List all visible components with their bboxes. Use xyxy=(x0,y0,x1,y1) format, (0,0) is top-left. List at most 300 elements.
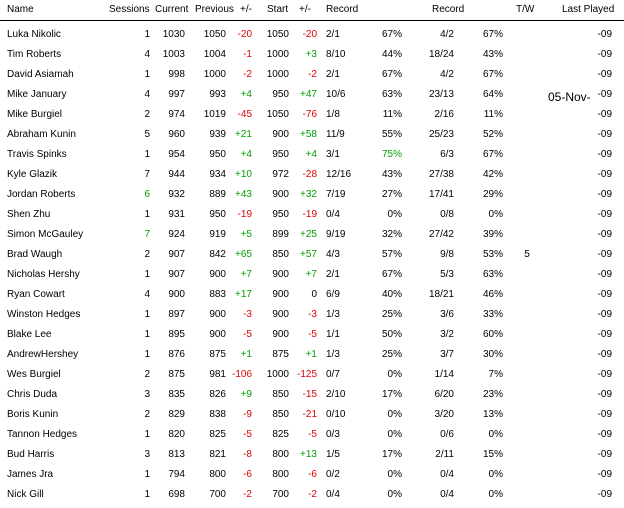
cell-last-played: -09 xyxy=(597,189,612,200)
cell-name: Shen Zhu xyxy=(7,209,51,220)
cell-start: 1000 xyxy=(266,369,289,380)
cell-record: 0/4 xyxy=(326,489,340,500)
cell-last-played: -09 xyxy=(597,109,612,120)
cell-win-pct-total: 63% xyxy=(482,269,503,280)
cell-sessions: 2 xyxy=(144,109,150,120)
cell-current: 932 xyxy=(168,189,185,200)
cell-name: Blake Lee xyxy=(7,329,52,340)
cell-record-total: 4/2 xyxy=(440,29,454,40)
cell-name: Wes Burgiel xyxy=(7,369,61,380)
cell-start: 950 xyxy=(272,209,289,220)
cell-start: 800 xyxy=(272,469,289,480)
cell-win-pct-total: 43% xyxy=(482,49,503,60)
cell-start-change: +7 xyxy=(305,269,317,280)
cell-previous: 1050 xyxy=(203,29,226,40)
cell-name: AndrewHershey xyxy=(7,349,79,360)
cell-win-pct: 17% xyxy=(381,389,402,400)
cell-win-pct: 0% xyxy=(387,469,402,480)
cell-start-change: +47 xyxy=(300,89,317,100)
cell-last-played: -09 xyxy=(597,489,612,500)
cell-win-pct: 0% xyxy=(387,369,402,380)
cell-change: -19 xyxy=(237,209,252,220)
cell-name: Kyle Glazik xyxy=(7,169,58,180)
table-row xyxy=(0,285,624,305)
cell-record: 10/6 xyxy=(326,89,346,100)
cell-win-pct: 67% xyxy=(381,69,402,80)
cell-win-pct: 32% xyxy=(381,229,402,240)
table-row xyxy=(0,125,624,145)
cell-current: 960 xyxy=(168,129,185,140)
cell-start: 900 xyxy=(272,189,289,200)
cell-record: 1/5 xyxy=(326,449,340,460)
table-row xyxy=(0,45,624,65)
cell-start-change: -5 xyxy=(308,329,317,340)
cell-record: 9/19 xyxy=(326,229,346,240)
cell-record-total: 23/13 xyxy=(428,89,454,100)
cell-win-pct: 57% xyxy=(381,249,402,260)
cell-start-change: +3 xyxy=(305,49,317,60)
cell-start-change: -125 xyxy=(296,369,317,380)
cell-record-total: 0/4 xyxy=(440,489,454,500)
cell-start-change: -15 xyxy=(302,389,317,400)
cell-start: 800 xyxy=(272,449,289,460)
cell-name: Tim Roberts xyxy=(7,49,62,60)
overflow-date-cell: 05-Nov- xyxy=(548,90,591,104)
cell-win-pct-total: 7% xyxy=(488,369,503,380)
cell-last-played: -09 xyxy=(597,89,612,100)
cell-change: +9 xyxy=(240,389,252,400)
cell-start-change: -20 xyxy=(302,29,317,40)
cell-start-change: +57 xyxy=(300,249,317,260)
cell-record-total: 0/4 xyxy=(440,469,454,480)
header-row xyxy=(0,0,624,21)
cell-record-total: 27/38 xyxy=(428,169,454,180)
cell-change: -2 xyxy=(243,69,252,80)
cell-current: 974 xyxy=(168,109,185,120)
cell-sessions: 3 xyxy=(144,389,150,400)
table-row xyxy=(0,465,624,485)
cell-current: 794 xyxy=(168,469,185,480)
cell-record-total: 0/6 xyxy=(440,429,454,440)
table-row xyxy=(0,345,624,365)
cell-start: 900 xyxy=(272,269,289,280)
cell-record-total: 2/16 xyxy=(434,109,454,120)
cell-current: 698 xyxy=(168,489,185,500)
cell-win-pct-total: 11% xyxy=(483,109,503,120)
cell-win-pct-total: 67% xyxy=(482,29,503,40)
cell-start-change: -21 xyxy=(302,409,317,420)
cell-sessions: 7 xyxy=(144,229,150,240)
cell-name: Luka Nikolic xyxy=(7,29,61,40)
cell-win-pct: 63% xyxy=(381,89,402,100)
table-row xyxy=(0,105,624,125)
cell-change: +21 xyxy=(235,129,252,140)
cell-start: 875 xyxy=(272,349,289,360)
cell-win-pct-total: 67% xyxy=(482,69,503,80)
cell-previous: 900 xyxy=(209,269,226,280)
cell-name: Abraham Kunin xyxy=(7,129,76,140)
cell-start: 899 xyxy=(272,229,289,240)
cell-win-pct: 0% xyxy=(387,409,402,420)
cell-record: 1/1 xyxy=(326,329,340,340)
cell-win-pct: 67% xyxy=(381,269,402,280)
cell-record-total: 6/20 xyxy=(434,389,454,400)
cell-start: 900 xyxy=(272,309,289,320)
table-row xyxy=(0,425,624,445)
cell-current: 897 xyxy=(168,309,185,320)
table-row xyxy=(0,405,624,425)
cell-name: David Asiamah xyxy=(7,69,74,80)
cell-record: 0/10 xyxy=(326,409,346,420)
table-row xyxy=(0,245,624,265)
cell-last-played: -09 xyxy=(597,149,612,160)
cell-sessions: 2 xyxy=(144,409,150,420)
cell-previous: 900 xyxy=(209,329,226,340)
header-sessions: Sessions xyxy=(109,4,150,15)
cell-record: 8/10 xyxy=(326,49,346,60)
table-row xyxy=(0,225,624,245)
cell-change: -8 xyxy=(243,449,252,460)
table-row xyxy=(0,325,624,345)
cell-start: 850 xyxy=(272,389,289,400)
cell-current: 907 xyxy=(168,269,185,280)
cell-start: 700 xyxy=(272,489,289,500)
cell-start-change: 0 xyxy=(311,289,317,300)
cell-current: 895 xyxy=(168,329,185,340)
cell-change: +5 xyxy=(240,229,252,240)
header-change: +/- xyxy=(240,4,252,15)
cell-change: +43 xyxy=(235,189,252,200)
cell-win-pct: 43% xyxy=(381,169,402,180)
cell-previous: 875 xyxy=(209,349,226,360)
cell-win-pct: 55% xyxy=(381,129,402,140)
cell-start: 950 xyxy=(272,149,289,160)
cell-win-pct: 25% xyxy=(381,349,402,360)
cell-sessions: 1 xyxy=(144,209,150,220)
cell-sessions: 1 xyxy=(144,69,150,80)
cell-previous: 826 xyxy=(209,389,226,400)
cell-name: Simon McGauley xyxy=(7,229,84,240)
cell-start: 950 xyxy=(272,89,289,100)
cell-win-pct: 50% xyxy=(381,329,402,340)
cell-current: 924 xyxy=(168,229,185,240)
table-row xyxy=(0,145,624,165)
cell-record: 0/3 xyxy=(326,429,340,440)
cell-record: 2/10 xyxy=(326,389,346,400)
cell-sessions: 4 xyxy=(144,49,150,60)
cell-previous: 900 xyxy=(209,309,226,320)
cell-current: 998 xyxy=(168,69,185,80)
cell-name: Brad Waugh xyxy=(7,249,63,260)
cell-record-total: 27/42 xyxy=(428,229,454,240)
cell-last-played: -09 xyxy=(597,269,612,280)
cell-record-total: 9/8 xyxy=(440,249,454,260)
cell-record: 2/1 xyxy=(326,29,340,40)
cell-win-pct: 40% xyxy=(381,289,402,300)
cell-last-played: -09 xyxy=(597,429,612,440)
header-last-played: Last Played xyxy=(562,4,615,15)
cell-change: -45 xyxy=(237,109,252,120)
cell-record-total: 6/3 xyxy=(440,149,454,160)
cell-current: 1030 xyxy=(162,29,185,40)
cell-record-total: 2/11 xyxy=(435,449,454,460)
cell-sessions: 1 xyxy=(144,269,150,280)
cell-sessions: 4 xyxy=(144,89,150,100)
cell-record-total: 3/6 xyxy=(440,309,454,320)
cell-win-pct-total: 33% xyxy=(482,309,503,320)
cell-sessions: 1 xyxy=(144,349,150,360)
cell-change: +1 xyxy=(240,349,252,360)
cell-record-total: 3/7 xyxy=(440,349,454,360)
cell-current: 997 xyxy=(168,89,185,100)
table-row xyxy=(0,165,624,185)
cell-win-pct-total: 23% xyxy=(482,389,503,400)
cell-last-played: -09 xyxy=(597,369,612,380)
cell-record: 1/8 xyxy=(326,109,340,120)
cell-sessions: 1 xyxy=(144,149,150,160)
cell-last-played: -09 xyxy=(597,29,612,40)
cell-record-total: 3/20 xyxy=(434,409,454,420)
cell-record: 0/2 xyxy=(326,469,340,480)
cell-start-change: +32 xyxy=(300,189,317,200)
cell-record: 3/1 xyxy=(326,149,340,160)
cell-sessions: 2 xyxy=(144,249,150,260)
cell-win-pct-total: 42% xyxy=(482,169,503,180)
cell-win-pct-total: 64% xyxy=(482,89,503,100)
cell-record: 1/3 xyxy=(326,309,340,320)
cell-change: -106 xyxy=(231,369,252,380)
cell-change: +10 xyxy=(235,169,252,180)
cell-start-change: -5 xyxy=(308,429,317,440)
cell-win-pct: 0% xyxy=(387,489,402,500)
header-start-change: +/- xyxy=(299,4,311,15)
cell-start: 900 xyxy=(272,289,289,300)
cell-win-pct-total: 29% xyxy=(482,189,503,200)
table-row xyxy=(0,265,624,285)
cell-name: Nick Gill xyxy=(7,489,44,500)
cell-previous: 1000 xyxy=(203,69,226,80)
cell-current: 900 xyxy=(168,289,185,300)
cell-sessions: 5 xyxy=(144,129,150,140)
cell-record-total: 1/14 xyxy=(434,369,454,380)
cell-win-pct: 11% xyxy=(382,109,402,120)
cell-record-total: 25/23 xyxy=(428,129,454,140)
cell-win-pct: 25% xyxy=(381,309,402,320)
cell-change: -2 xyxy=(243,489,252,500)
cell-last-played: -09 xyxy=(597,49,612,60)
table-row xyxy=(0,365,624,385)
cell-change: -5 xyxy=(243,329,252,340)
header-record-total: Record xyxy=(432,4,465,15)
cell-change: -9 xyxy=(243,409,252,420)
cell-win-pct: 0% xyxy=(387,209,402,220)
table-row xyxy=(0,305,624,325)
cell-record: 12/16 xyxy=(326,169,352,180)
cell-start-change: -3 xyxy=(308,309,317,320)
header-current: Current xyxy=(155,4,189,15)
cell-last-played: -09 xyxy=(597,229,612,240)
cell-previous: 800 xyxy=(209,469,226,480)
cell-previous: 883 xyxy=(209,289,226,300)
cell-current: 1003 xyxy=(162,49,185,60)
cell-win-pct: 0% xyxy=(387,429,402,440)
cell-sessions: 1 xyxy=(144,429,150,440)
cell-record-total: 4/2 xyxy=(440,69,454,80)
cell-record-total: 17/41 xyxy=(428,189,454,200)
cell-win-pct-total: 15% xyxy=(482,449,503,460)
cell-start: 1050 xyxy=(266,29,289,40)
cell-previous: 981 xyxy=(209,369,226,380)
cell-previous: 821 xyxy=(209,449,226,460)
cell-start-change: -6 xyxy=(308,469,317,480)
cell-win-pct: 67% xyxy=(381,29,402,40)
cell-sessions: 1 xyxy=(144,489,150,500)
cell-previous: 825 xyxy=(209,429,226,440)
cell-previous: 950 xyxy=(209,149,226,160)
cell-name: Mike January xyxy=(7,89,67,100)
table-row xyxy=(0,385,624,405)
cell-sessions: 1 xyxy=(144,309,150,320)
cell-start-change: -28 xyxy=(302,169,317,180)
cell-previous: 1004 xyxy=(203,49,226,60)
cell-sessions: 1 xyxy=(144,469,150,480)
cell-start-change: +1 xyxy=(305,349,317,360)
cell-win-pct-total: 0% xyxy=(488,489,503,500)
cell-start: 850 xyxy=(272,249,289,260)
cell-last-played: -09 xyxy=(597,449,612,460)
cell-sessions: 3 xyxy=(144,449,150,460)
cell-last-played: -09 xyxy=(597,169,612,180)
cell-name: Travis Spinks xyxy=(7,149,67,160)
header-previous: Previous xyxy=(195,4,234,15)
cell-start-change: +58 xyxy=(300,129,317,140)
cell-name: Jordan Roberts xyxy=(7,189,76,200)
cell-win-pct-total: 46% xyxy=(482,289,503,300)
cell-tw: 5 xyxy=(524,249,530,260)
cell-start: 1050 xyxy=(266,109,289,120)
cell-previous: 939 xyxy=(209,129,226,140)
cell-start: 900 xyxy=(272,329,289,340)
cell-change: +4 xyxy=(240,149,252,160)
cell-previous: 950 xyxy=(209,209,226,220)
cell-name: Tannon Hedges xyxy=(7,429,78,440)
cell-start: 825 xyxy=(272,429,289,440)
cell-last-played: -09 xyxy=(597,469,612,480)
cell-change: -6 xyxy=(243,469,252,480)
cell-start-change: +25 xyxy=(300,229,317,240)
cell-current: 944 xyxy=(168,169,185,180)
cell-current: 931 xyxy=(168,209,185,220)
header-record: Record xyxy=(326,4,359,15)
cell-current: 829 xyxy=(168,409,185,420)
cell-win-pct-total: 30% xyxy=(482,349,503,360)
cell-current: 876 xyxy=(168,349,185,360)
cell-win-pct-total: 67% xyxy=(482,149,503,160)
cell-last-played: -09 xyxy=(597,349,612,360)
cell-start-change: -76 xyxy=(302,109,317,120)
cell-current: 954 xyxy=(168,149,185,160)
cell-win-pct: 27% xyxy=(381,189,402,200)
table-row xyxy=(0,205,624,225)
cell-win-pct-total: 39% xyxy=(482,229,503,240)
cell-start: 972 xyxy=(272,169,289,180)
table-row xyxy=(0,185,624,205)
cell-record-total: 18/24 xyxy=(428,49,454,60)
cell-start-change: -2 xyxy=(308,489,317,500)
cell-start-change: +13 xyxy=(300,449,317,460)
cell-change: -1 xyxy=(243,49,252,60)
cell-name: James Jra xyxy=(7,469,54,480)
cell-start-change: -2 xyxy=(308,69,317,80)
cell-start: 900 xyxy=(272,129,289,140)
cell-win-pct-total: 60% xyxy=(482,329,503,340)
cell-last-played: -09 xyxy=(597,129,612,140)
cell-change: +65 xyxy=(235,249,252,260)
table-row xyxy=(0,65,624,85)
cell-previous: 919 xyxy=(209,229,226,240)
cell-last-played: -09 xyxy=(597,329,612,340)
cell-name: Winston Hedges xyxy=(7,309,81,320)
cell-change: -20 xyxy=(237,29,252,40)
cell-sessions: 6 xyxy=(144,189,150,200)
cell-change: -3 xyxy=(243,309,252,320)
cell-record: 2/1 xyxy=(326,269,340,280)
cell-previous: 993 xyxy=(209,89,226,100)
cell-previous: 1019 xyxy=(203,109,226,120)
cell-record: 11/9 xyxy=(326,129,345,140)
cell-start-change: +4 xyxy=(305,149,317,160)
cell-record-total: 5/3 xyxy=(440,269,454,280)
cell-name: Boris Kunin xyxy=(7,409,59,420)
cell-last-played: -09 xyxy=(597,289,612,300)
table-row xyxy=(0,485,624,505)
cell-start: 850 xyxy=(272,409,289,420)
cell-change: +4 xyxy=(240,89,252,100)
cell-record-total: 0/8 xyxy=(440,209,454,220)
cell-record: 7/19 xyxy=(326,189,346,200)
cell-last-played: -09 xyxy=(597,209,612,220)
cell-win-pct: 17% xyxy=(381,449,402,460)
cell-previous: 934 xyxy=(209,169,226,180)
cell-previous: 838 xyxy=(209,409,226,420)
cell-win-pct-total: 13% xyxy=(482,409,503,420)
cell-record: 0/7 xyxy=(326,369,340,380)
cell-sessions: 1 xyxy=(144,29,150,40)
cell-name: Bud Harris xyxy=(7,449,55,460)
cell-record: 2/1 xyxy=(326,69,340,80)
cell-win-pct-total: 52% xyxy=(482,129,503,140)
cell-record: 6/9 xyxy=(326,289,340,300)
cell-current: 820 xyxy=(168,429,185,440)
cell-previous: 889 xyxy=(209,189,226,200)
cell-sessions: 7 xyxy=(144,169,150,180)
cell-last-played: -09 xyxy=(597,389,612,400)
cell-sessions: 1 xyxy=(144,329,150,340)
cell-current: 907 xyxy=(168,249,185,260)
cell-record-total: 3/2 xyxy=(440,329,454,340)
cell-change: +17 xyxy=(235,289,252,300)
cell-current: 875 xyxy=(168,369,185,380)
cell-sessions: 2 xyxy=(144,369,150,380)
cell-current: 813 xyxy=(168,449,185,460)
cell-name: Chris Duda xyxy=(7,389,58,400)
cell-win-pct: 75% xyxy=(381,149,402,160)
cell-record: 4/3 xyxy=(326,249,340,260)
cell-last-played: -09 xyxy=(597,249,612,260)
cell-name: Mike Burgiel xyxy=(7,109,63,120)
cell-start-change: -19 xyxy=(302,209,317,220)
cell-sessions: 4 xyxy=(144,289,150,300)
